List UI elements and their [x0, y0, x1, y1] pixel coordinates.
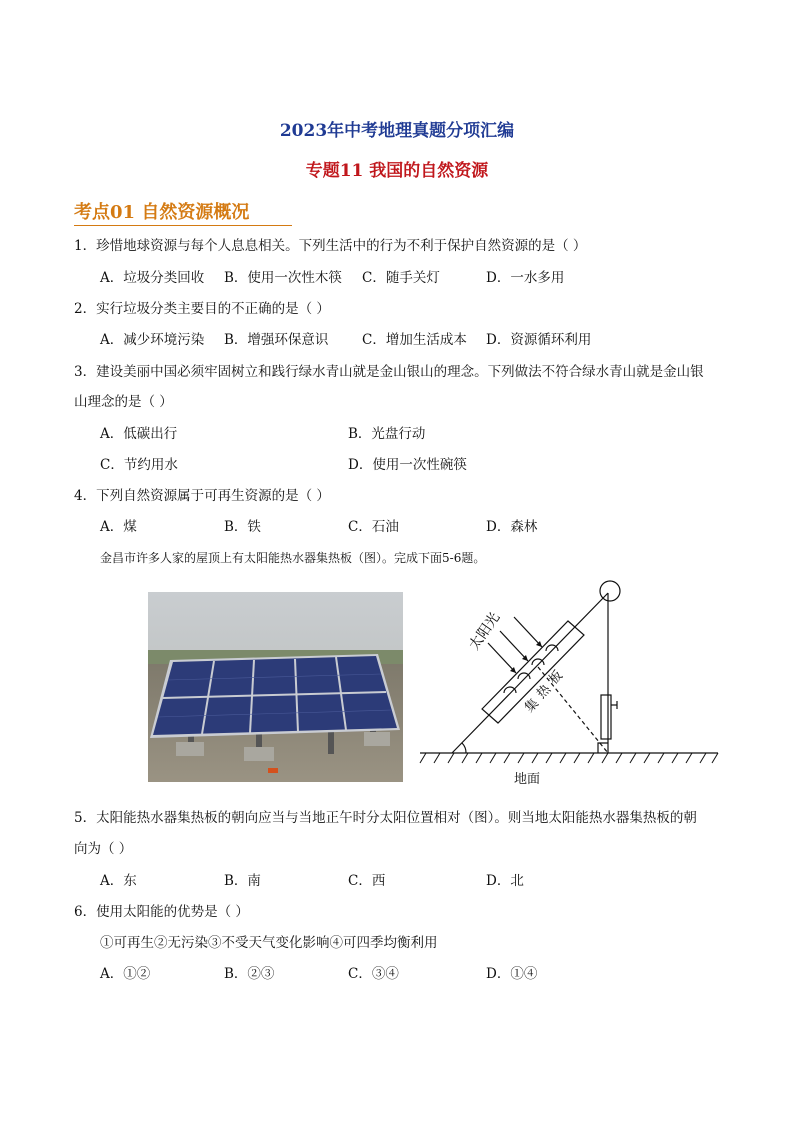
- q6-option-d: D．①④: [486, 966, 538, 982]
- solar-panel-photo-image: [148, 592, 403, 782]
- document-subtitle: 专题11 我国的自然资源: [305, 161, 489, 181]
- material-intro: 金昌市许多人家的屋顶上有太阳能热水器集热板（图）。完成下面5-6题。: [100, 551, 486, 565]
- q5-option-d: D．北: [486, 873, 524, 889]
- q2-option-b: B．增强环保意识: [224, 332, 329, 348]
- panel-label-char-1: 集: [521, 695, 542, 716]
- q2-option-c: C．增加生活成本: [362, 332, 467, 348]
- q5-option-a: A．东: [100, 873, 137, 889]
- diagram-drawing: [418, 575, 728, 790]
- question-6-stem: 6．使用太阳能的优势是（ ）: [74, 904, 249, 920]
- q2-option-a: A．减少环境污染: [100, 332, 205, 348]
- q6-option-c: C．③④: [348, 966, 399, 982]
- question-6-statements: ①可再生②无污染③不受天气变化影响④可四季均衡利用: [100, 935, 438, 951]
- q6-option-b: B．②③: [224, 966, 275, 982]
- q4-option-c: C．石油: [348, 519, 399, 535]
- question-4-stem: 4．下列自然资源属于可再生资源的是（ ）: [74, 488, 330, 504]
- q1-option-c: C．随手关灯: [362, 270, 440, 286]
- solar-collector-diagram: [418, 575, 728, 790]
- question-3-stem-line1: 3．建设美丽中国必须牢固树立和践行绿水青山就是金山银山的理念。下列做法不符合绿水青山就是金山银: [74, 364, 704, 380]
- panel-label-char-2: 热: [533, 681, 554, 702]
- q5-option-c: C．西: [348, 873, 386, 889]
- q4-option-d: D．森林: [486, 519, 538, 535]
- question-3-stem-line2: 山理念的是（ ）: [74, 394, 173, 410]
- q4-option-b: B．铁: [224, 519, 261, 535]
- q5-option-b: B．南: [224, 873, 261, 889]
- section-heading: 考点01 自然资源概况: [74, 198, 292, 226]
- q6-option-a: A．①②: [100, 966, 151, 982]
- q1-option-b: B．使用一次性木筷: [224, 270, 342, 286]
- document-title: 2023年中考地理真题分项汇编: [279, 121, 515, 141]
- question-2-stem: 2．实行垃圾分类主要目的不正确的是（ ）: [74, 301, 330, 317]
- question-5-stem-line2: 向为（ ）: [74, 841, 133, 857]
- q3-option-d: D．使用一次性碗筷: [348, 457, 467, 473]
- question-1-stem: 1．珍惜地球资源与每个人息息相关。下列生活中的行为不利于保护自然资源的是（ ）: [74, 238, 587, 254]
- sunlight-label: 太阳光: [465, 609, 503, 653]
- q3-option-b: B．光盘行动: [348, 426, 426, 442]
- solar-panel-photo: [148, 592, 403, 782]
- q2-option-d: D．资源循环利用: [486, 332, 592, 348]
- q1-option-a: A．垃圾分类回收: [100, 270, 205, 286]
- panel-label-char-3: 板: [545, 667, 566, 688]
- q3-option-a: A．低碳出行: [100, 426, 178, 442]
- question-5-stem-line1: 5．太阳能热水器集热板的朝向应当与当地正午时分太阳位置相对（图）。则当地太阳能热水器集热板的朝: [74, 810, 697, 826]
- ground-label: 地面: [514, 771, 541, 786]
- q4-option-a: A．煤: [100, 519, 137, 535]
- q1-option-d: D．一水多用: [486, 270, 565, 286]
- q3-option-c: C．节约用水: [100, 457, 178, 473]
